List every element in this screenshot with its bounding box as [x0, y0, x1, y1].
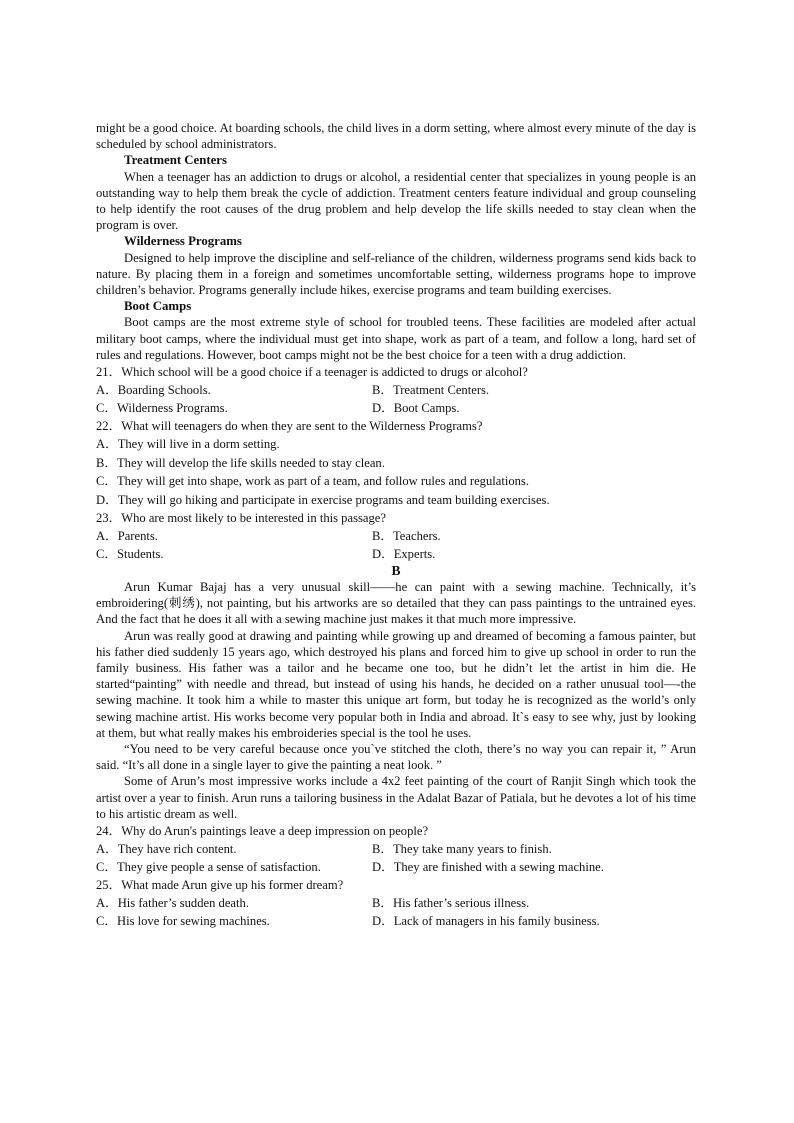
option-d[interactable]: D．Lack of managers in his family business. — [372, 914, 600, 929]
option-b[interactable]: B．His father’s serious illness. — [372, 896, 530, 911]
option-c[interactable]: C．Wilderness Programs. — [96, 401, 228, 416]
paragraph-b-2: Arun was really good at drawing and painting while growing up and dreamed of becoming a famous painter, but his father died suddenly 15 years ago, which destroyed his plans and forced him to give up school in order to run the family business. His father was a tailor and he became one too, but he didn’t let the artist in him die. He started“painting” with needle and thread, but instead of using his hands, he decided on a rather unusual tool—-the sewing machine. It took him a while to master this unique art form, but today he is recognized as the world’s only sewing machine artist. His works become very popular both in India and abroad. It`s easy to see why, just by looking at them, but what really makes his embroideries special is the tool he uses. — [96, 628, 696, 740]
heading-treatment-centers: Treatment Centers — [124, 153, 227, 168]
paragraph-b-1: Arun Kumar Bajaj has a very unusual skill——he can paint with a sewing machine. Technically, it’s embroidering(刺绣), not painting, but his artworks are so detailed that they can pass paintings to the untrained eyes. And the fact that he does it all with a sewing machine just makes it that much more impressive. — [96, 580, 696, 627]
question-25: 25．What made Arun give up his former dream? — [96, 878, 344, 893]
paragraph-b-4: Some of Arun’s most impressive works include a 4x2 feet painting of the court of Ranjit Singh which took the artist over a year to finish. Arun runs a tailoring business in the Adalat Bazar of Patiala, but he devotes a lot of his time to his artistic dream as well. — [96, 774, 696, 821]
heading-wilderness-programs: Wilderness Programs — [124, 234, 242, 249]
option-b[interactable]: B．They will develop the life skills needed to stay clean. — [96, 455, 385, 470]
option-d[interactable]: D．They are finished with a sewing machine. — [372, 860, 604, 875]
option-a[interactable]: A．They have rich content. — [96, 842, 237, 857]
option-a[interactable]: A．They will live in a dorm setting. — [96, 437, 280, 452]
paragraph-wilderness-programs: Designed to help improve the discipline and self-reliance of the children, wilderness programs send kids back to nature. By placing them in a foreign and sometimes uncomfortable setting, wilderness programs hope to improve children’s behavior. Programs generally include hikes, exercise programs and team building exercises. — [96, 250, 696, 298]
option-b[interactable]: B．Treatment Centers. — [372, 383, 490, 398]
question-23: 23．Who are most likely to be interested in this passage? — [96, 511, 386, 526]
option-c[interactable]: C．Students. — [96, 547, 164, 562]
question-22: 22．What will teenagers do when they are sent to the Wilderness Programs? — [96, 419, 483, 434]
option-b[interactable]: B．They take many years to finish. — [372, 842, 552, 857]
option-d[interactable]: D．They will go hiking and participate in exercise programs and team building exercises. — [96, 492, 550, 507]
option-c[interactable]: C．They will get into shape, work as part of a team, and follow rules and regulations. — [96, 474, 529, 489]
question-21: 21．Which school will be a good choice if a teenager is addicted to drugs or alcohol? — [96, 365, 528, 380]
intro-paragraph: might be a good choice. At boarding schools, the child lives in a dorm setting, where almost every minute of the day is scheduled by school administrators. — [96, 121, 696, 152]
paragraph-b-3: “You need to be very careful because once you`ve stitched the cloth, there’s no way you can repair it, ” Arun said. “It’s all done in a single layer to give the painting a neat look. ” — [96, 742, 696, 773]
option-a[interactable]: A．His father’s sudden death. — [96, 896, 249, 911]
question-24: 24．Why do Arun's paintings leave a deep impression on people? — [96, 824, 429, 839]
heading-boot-camps: Boot Camps — [124, 299, 192, 314]
options-row — [96, 399, 696, 417]
paragraph-boot-camps: Boot camps are the most extreme style of school for troubled teens. These facilities are modeled after actual military boot camps, where the individual must get into shape, work as part of a team, and follow a long, hard set of rules and regulations. However, boot camps might not be the best choice for a teen with a drug addiction. — [96, 315, 696, 362]
option-c[interactable]: C．They give people a sense of satisfaction. — [96, 860, 321, 875]
option-d[interactable]: D．Boot Camps. — [372, 401, 460, 416]
options-row — [96, 381, 696, 399]
option-a[interactable]: A．Parents. — [96, 529, 158, 544]
option-c[interactable]: C．His love for sewing machines. — [96, 914, 270, 929]
options-row — [96, 912, 696, 930]
option-d[interactable]: D．Experts. — [372, 547, 436, 562]
paragraph-treatment-centers: When a teenager has an addiction to drugs or alcohol, a residential center that specializes in young people is an outstanding way to help them break the cycle of addiction. Treatment centers feature individual and group counseling to help identify the root causes of the drug problem and help develop the life skills needed to stay clean when the program is over. — [96, 169, 696, 233]
options-row — [96, 527, 696, 545]
options-row — [96, 840, 696, 858]
document-page — [96, 120, 696, 930]
options-row — [96, 545, 696, 563]
option-a[interactable]: A．Boarding Schools. — [96, 383, 211, 398]
option-b[interactable]: B．Teachers. — [372, 529, 441, 544]
section-letter-b: B — [391, 563, 401, 579]
options-row — [96, 894, 696, 912]
options-row — [96, 858, 696, 876]
